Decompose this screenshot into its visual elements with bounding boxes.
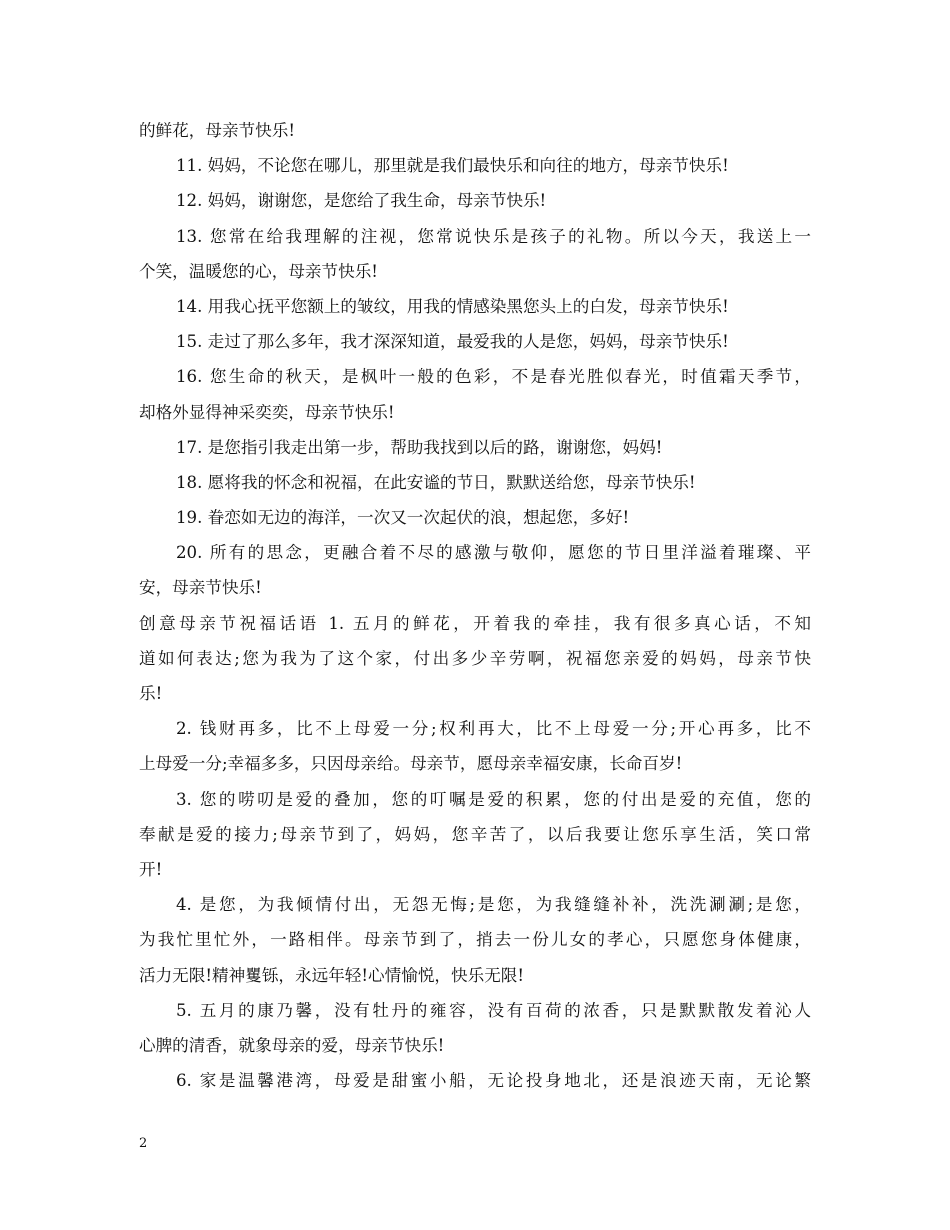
paragraph-line: 安，母亲节快乐! — [139, 578, 262, 598]
paragraph-line: 6. 家是温馨港湾，母爱是甜蜜小船，无论投身地北，还是浪迹天南，无论繁 — [176, 1071, 811, 1091]
document-body — [139, 113, 811, 1098]
paragraph-line: 开! — [139, 859, 163, 879]
paragraph-line: 16. 您生命的秋天，是枫叶一般的色彩，不是春光胜似春光，时值霜天季节， — [176, 367, 811, 387]
paragraph-line: 为我忙里忙外，一路相伴。母亲节到了，捎去一份儿女的孝心，只愿您身体健康， — [139, 930, 811, 950]
paragraph-line: 创意母亲节祝福话语 1. 五月的鲜花，开着我的牵挂，我有很多真心话，不知 — [139, 613, 811, 633]
paragraph-line: 17. 是您指引我走出第一步，帮助我找到以后的路，谢谢您，妈妈! — [176, 437, 663, 457]
paragraph-line: 18. 愿将我的怀念和祝福，在此安谧的节日，默默送给您，母亲节快乐! — [176, 472, 696, 492]
paragraph-line: 乐! — [139, 684, 163, 703]
paragraph-line: 个笑，温暖您的心，母亲节快乐! — [139, 261, 378, 281]
paragraph-line: 12. 妈妈，谢谢您，是您给了我生命，母亲节快乐! — [176, 191, 547, 211]
paragraph-line: 道如何表达;您为我为了这个家，付出多少辛劳啊，祝福您亲爱的妈妈，母亲节快 — [139, 648, 811, 668]
page-number: 2 — [139, 1136, 148, 1151]
paragraph-line: 活力无限!精神矍铄，永远年轻!心情愉悦，快乐无限! — [139, 965, 525, 985]
paragraph-line: 15. 走过了那么多年，我才深深知道，最爱我的人是您，妈妈，母亲节快乐! — [176, 332, 729, 352]
paragraph-line: 上母爱一分;幸福多多，只因母亲给。母亲节，愿母亲幸福安康，长命百岁! — [139, 754, 683, 774]
paragraph-line: 19. 眷恋如无边的海洋，一次又一次起伏的浪，想起您，多好! — [176, 508, 630, 528]
paragraph-line: 5. 五月的康乃馨，没有牡丹的雍容，没有百荷的浓香，只是默默散发着沁人 — [176, 1000, 811, 1020]
paragraph-line: 3. 您的唠叨是爱的叠加，您的叮嘱是爱的积累，您的付出是爱的充值，您的 — [176, 789, 811, 809]
paragraph-line: 11. 妈妈，不论您在哪儿，那里就是我们最快乐和向往的地方，母亲节快乐! — [176, 156, 729, 176]
paragraph-line: 奉献是爱的接力;母亲节到了，妈妈，您辛苦了，以后我要让您乐享生活，笑口常 — [139, 824, 811, 844]
paragraph-line: 13. 您常在给我理解的注视，您常说快乐是孩子的礼物。所以今天，我送上一 — [176, 226, 811, 246]
paragraph-line: 2. 钱财再多，比不上母爱一分;权利再大，比不上母爱一分;开心再多，比不 — [176, 719, 811, 739]
paragraph-line: 20. 所有的思念，更融合着不尽的感激与敬仰，愿您的节日里洋溢着璀璨、平 — [176, 543, 811, 563]
paragraph-line: 却格外显得神采奕奕，母亲节快乐! — [139, 402, 395, 422]
paragraph-line: 14. 用我心抚平您额上的皱纹，用我的情感染黑您头上的白发，母亲节快乐! — [176, 296, 729, 316]
paragraph-line: 心脾的清香，就象母亲的爱，母亲节快乐! — [139, 1035, 445, 1055]
paragraph-line: 的鲜花，母亲节快乐! — [139, 121, 296, 140]
paragraph-line: 4. 是您，为我倾情付出，无怨无悔;是您，为我缝缝补补，洗洗涮涮;是您， — [176, 895, 811, 915]
